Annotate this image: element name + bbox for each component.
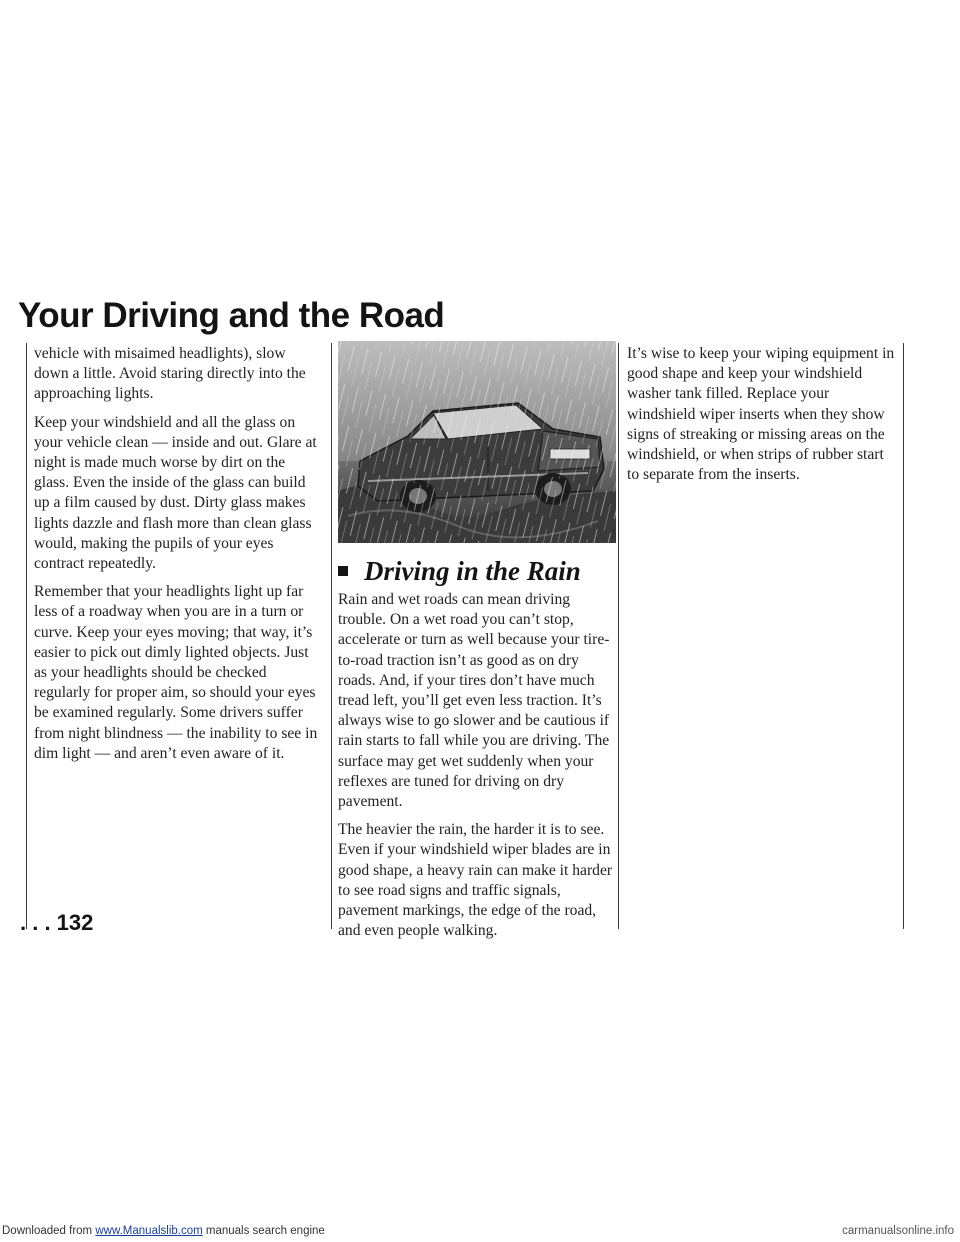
page-number: . . . 132 — [20, 910, 94, 935]
column-1 — [34, 344, 324, 772]
manualslib-link[interactable]: www.Manualslib.com — [95, 1225, 203, 1237]
column-divider-left — [26, 343, 27, 929]
section-heading — [338, 556, 616, 587]
paragraph: Keep your windshield and all the glass on your vehicle clean — inside and out. Glare at night is made much worse by dirt on the glass. Even the inside of the glass can build up a film caused by dust. Dirty glass makes lights dazzle and flash more than clean glass would, making the pupils of your eyes contract repeatedly. — [34, 413, 317, 573]
column-divider-far-right — [903, 343, 904, 929]
paragraph: Rain and wet roads can mean driving trouble. On a wet road you can’t stop, accelerate or turn as well because your tire-to-road traction isn’t as good as on dry roads. And, if your tires don’t have much tread left, you’ll get even less traction. It’s always wise to go slower and be cautious if rain starts to fall while you are driving. The surface may get wet suddenly when your reflexes are tuned for driving on dry pavement. — [338, 591, 610, 811]
footer-source — [2, 1225, 325, 1237]
paragraph: Remember that your headlights light up far less of a roadway when you are in a turn or curve. Keep your eyes moving; that way, it’s easier to pick out dimly lighted objects. Just as your headlights should be checked regularly for proper aim, so should your eyes be examined regularly. Some drivers suffer from night blindness — the inability to see in dim light — and aren’t even aware of it. — [34, 583, 318, 762]
watermark: carmanualsonline.info — [842, 1225, 954, 1237]
footer-suffix: manuals search engine — [202, 1225, 325, 1237]
paragraph: vehicle with misaimed headlights), slow down a little. Avoid staring directly into the approaching lights. — [34, 345, 306, 403]
section-heading-text: Driving in the Rain — [364, 556, 581, 586]
column-divider-right — [618, 343, 619, 929]
column-2 — [338, 590, 616, 949]
column-3 — [627, 344, 897, 493]
paragraph: The heavier the rain, the harder it is to see. Even if your windshield wiper blades are in good shape, a heavy rain can make it harder to see road signs and traffic signals, pavement markings, the edge of the road, and even people walking. — [338, 821, 613, 940]
download-footer — [0, 1224, 960, 1242]
page-title: Your Driving and the Road — [18, 296, 445, 335]
square-bullet-icon — [338, 566, 348, 576]
footer-prefix: Downloaded from — [2, 1225, 96, 1237]
paragraph: It’s wise to keep your wiping equipment in good shape and keep your windshield washer tank filled. Replace your windshield wiper inserts when they show signs of streaking or missing areas on the windshield, or when strips of rubber start to separate from the inserts. — [627, 345, 895, 484]
column-divider-middle — [331, 343, 332, 929]
car-in-rain-illustration — [338, 341, 616, 543]
